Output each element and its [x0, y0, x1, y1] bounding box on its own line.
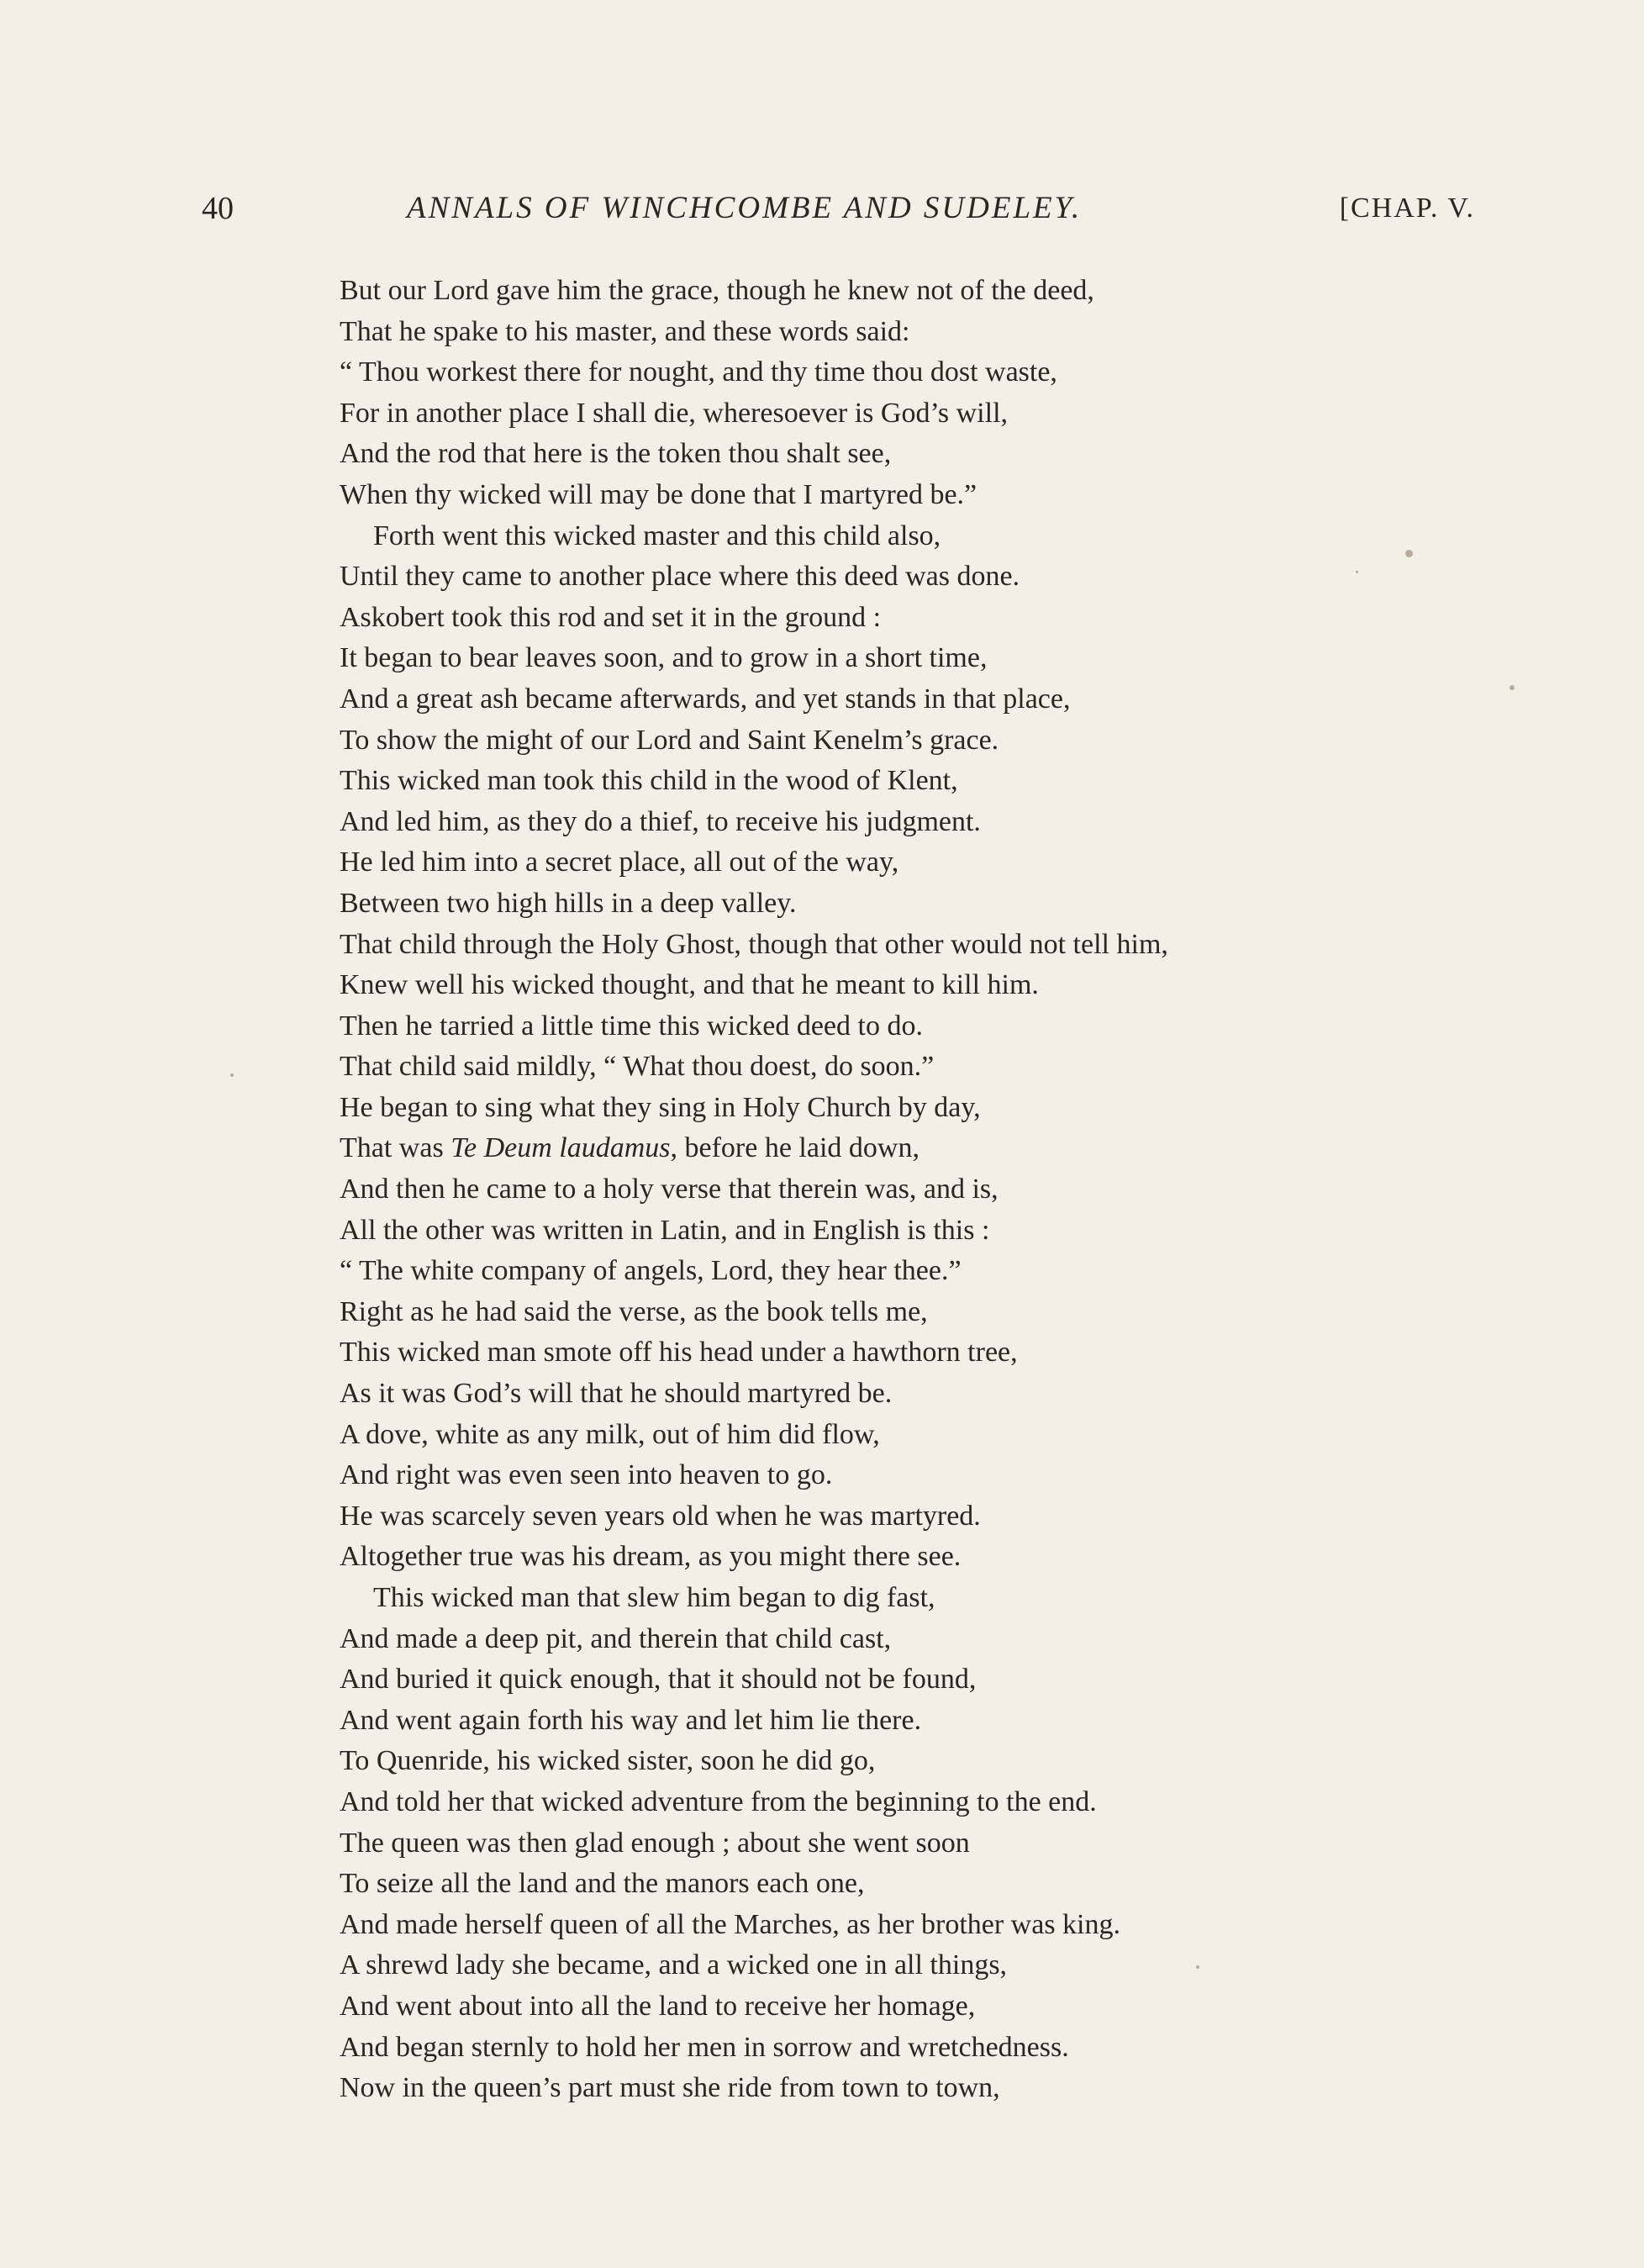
poem-line: A dove, white as any milk, out of him did flow,: [340, 1418, 880, 1450]
latin-title: Te Deum laudamus: [451, 1132, 671, 1164]
paper-speck: [1196, 1965, 1199, 1969]
paper-speck: [1356, 571, 1358, 573]
poem-line: Then he tarried a little time this wicked deed to do.: [340, 1010, 923, 1042]
poem-line: And the rod that here is the token thou shalt see,: [340, 438, 892, 470]
poem-line: When thy wicked will may be done that I martyred be.”: [340, 478, 977, 510]
poem-line: And went again forth his way and let him lie there.: [340, 1704, 922, 1736]
poem-line: And began sternly to hold her men in sorrow and wretchedness.: [340, 2031, 1069, 2063]
poem-line: It began to bear leaves soon, and to grow in a short time,: [340, 642, 988, 674]
poem-line: He led him into a secret place, all out of the way,: [340, 847, 899, 878]
poem-line: This wicked man smote off his head under a hawthorn tree,: [340, 1337, 1018, 1369]
poem-line: “ The white company of angels, Lord, they hear thee.”: [340, 1255, 962, 1287]
poem-line: A shrewd lady she became, and a wicked one in all things,: [340, 1949, 1008, 1981]
poem-line: That child said mildly, “ What thou doest, do soon.”: [340, 1051, 935, 1083]
poem-text: [340, 271, 1432, 2109]
paper-speck: [1405, 550, 1413, 557]
poem-line: Now in the queen’s part must she ride from town to town,: [340, 2072, 1000, 2104]
poem-line: And went about into all the land to receive her homage,: [340, 1990, 976, 2022]
poem-line: Altogether true was his dream, as you might there see.: [340, 1541, 962, 1573]
poem-line: Knew well his wicked thought, and that he meant to kill him.: [340, 969, 1039, 1001]
paper-speck: [1510, 685, 1515, 690]
poem-line: Between two high hills in a deep valley.: [340, 887, 797, 919]
poem-line: All the other was written in Latin, and in English is this :: [340, 1214, 990, 1246]
poem-line: The queen was then glad enough ; about she went soon: [340, 1827, 970, 1859]
poem-line: Until they came to another place where this deed was done.: [340, 561, 1020, 593]
poem-line: And a great ash became afterwards, and yet stands in that place,: [340, 683, 1071, 715]
poem-line: And led him, as they do a thief, to receive his judgment.: [340, 805, 981, 837]
poem-line-te-deum: [340, 1128, 1432, 1169]
paper-speck: [230, 1073, 234, 1077]
poem-line: To seize all the land and the manors each one,: [340, 1868, 865, 1900]
poem-line: And buried it quick enough, that it should not be found,: [340, 1664, 977, 1696]
poem-line: To show the might of our Lord and Saint Kenelm’s grace.: [340, 724, 999, 756]
poem-line: “ Thou workest there for nought, and thy time thou dost waste,: [340, 356, 1057, 388]
poem-line: This wicked man that slew him began to dig fast,: [373, 1582, 935, 1613]
poem-line: He was scarcely seven years old when he was martyred.: [340, 1500, 981, 1532]
poem-line: He began to sing what they sing in Holy Church by day,: [340, 1091, 981, 1123]
running-header: [202, 183, 1475, 234]
running-title: ANNALS OF WINCHCOMBE AND SUDELEY.: [407, 191, 1083, 225]
poem-line: But our Lord gave him the grace, though he knew not of the deed,: [340, 275, 1094, 306]
poem-line: And told her that wicked adventure from the beginning to the end.: [340, 1785, 1097, 1817]
poem-line: Forth went this wicked master and this child also,: [373, 520, 941, 551]
poem-line-lead: That was: [340, 1132, 451, 1164]
poem-line: And made herself queen of all the Marches, as her brother was king.: [340, 1908, 1121, 1940]
poem-line: And then he came to a holy verse that therein was, and is,: [340, 1174, 999, 1205]
page-number: 40: [202, 191, 234, 226]
poem-line: To Quenride, his wicked sister, soon he did go,: [340, 1745, 876, 1777]
poem-line: That child through the Holy Ghost, though that other would not tell him,: [340, 928, 1168, 960]
poem-line: Askobert took this rod and set it in the ground :: [340, 601, 882, 633]
poem-line: This wicked man took this child in the wood of Klent,: [340, 765, 958, 797]
poem-line: That he spake to his master, and these words said:: [340, 315, 910, 347]
chapter-reference: [CHAP. V.: [1339, 193, 1475, 224]
poem-line: For in another place I shall die, wheresoever is God’s will,: [340, 397, 1009, 429]
poem-line: Right as he had said the verse, as the book tells me,: [340, 1295, 928, 1327]
poem-line: And made a deep pit, and therein that child cast,: [340, 1622, 892, 1654]
poem-line: And right was even seen into heaven to go.: [340, 1459, 833, 1491]
poem-line: As it was God’s will that he should martyred be.: [340, 1378, 893, 1410]
poem-line-tail: , before he laid down,: [670, 1132, 919, 1164]
